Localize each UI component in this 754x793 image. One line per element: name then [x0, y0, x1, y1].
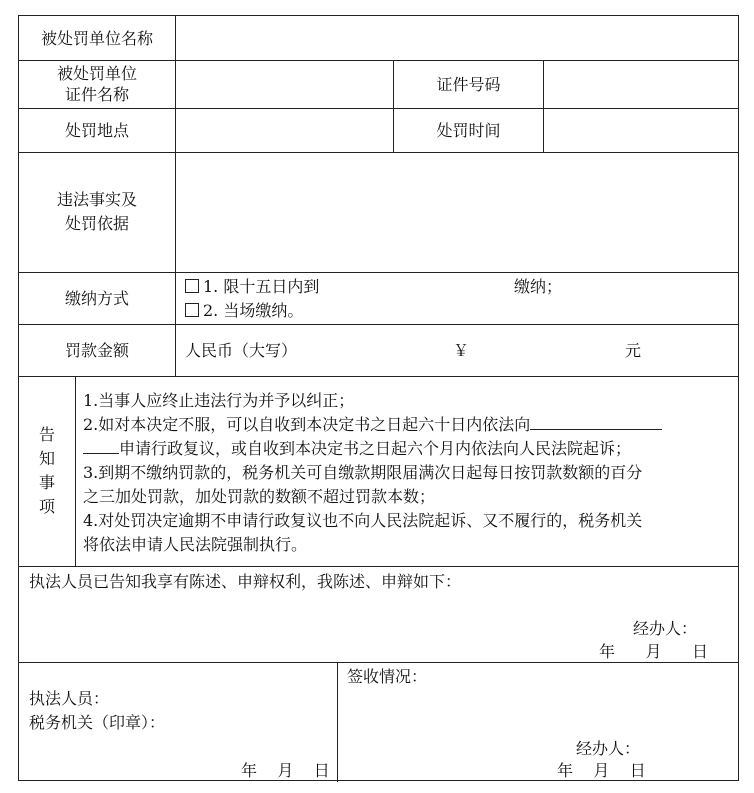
cert-name-label-line2: 证件名称	[64, 85, 129, 104]
statement-handler-label: 经办人：	[633, 619, 698, 638]
row-divider	[19, 376, 738, 377]
officer-label: 执法人员：	[29, 689, 110, 708]
payment-option-2[interactable]	[185, 300, 303, 321]
statement-date: 年 月 日	[599, 642, 709, 661]
payment-option-2-text: 2. 当场缴纳。	[203, 301, 304, 320]
cert-no-field[interactable]	[544, 60, 739, 108]
notice-item-4: 4.对处罚决定逾期不申请行政复议也不向人民法院起诉、又不履行的，税务机关	[83, 511, 643, 530]
notice-item-1: 1.当事人应终止违法行为并予以纠正；	[83, 391, 355, 410]
facts-label	[19, 152, 175, 272]
review-agency-blank[interactable]	[83, 438, 119, 454]
notice-item-2-cont	[83, 437, 662, 461]
notice-label-char: 项	[38, 497, 55, 516]
facts-field[interactable]	[176, 152, 739, 272]
facts-label-line2: 处罚依据	[64, 214, 129, 233]
notice-item-2-text: 2.如对本决定不服，可以自收到本决定书之日起六十日内依法向	[83, 415, 531, 434]
payment-option-1-text: 1. 限十五日内到	[203, 277, 320, 296]
agency-seal-label: 税务机关（印章）：	[29, 713, 166, 732]
cert-no-label: 证件号码	[436, 74, 501, 94]
notice-item-3: 3.到期不缴纳罚款的，税务机关可自缴款期限届满次日起每日按罚款数额的百分	[83, 463, 643, 482]
signature-column-divider	[337, 662, 338, 782]
notice-label-char: 告	[38, 425, 55, 444]
checkbox-icon[interactable]	[185, 303, 199, 317]
notice-item-2	[83, 413, 662, 437]
amount-caps-label: 人民币（大写）	[185, 341, 298, 360]
notice-item-3-cont: 之三加处罚款，加处罚款的数额不超过罚款本数；	[83, 487, 436, 506]
receipt-handler-label: 经办人：	[576, 739, 641, 758]
time-label: 处罚时间	[436, 120, 501, 140]
penalty-decision-form	[18, 15, 739, 781]
checkbox-icon[interactable]	[185, 279, 199, 293]
row-divider	[19, 566, 738, 567]
notice-items	[83, 389, 662, 557]
cert-name-label	[19, 60, 175, 108]
facts-label-line1: 违法事实及	[56, 190, 137, 209]
payment-option-1-suffix: 缴纳；	[514, 277, 563, 296]
notice-label	[19, 376, 75, 566]
unit-name-label: 被处罚单位名称	[40, 28, 153, 48]
notice-label-char: 知	[38, 449, 55, 468]
payment-label: 缴纳方式	[64, 288, 129, 308]
place-label: 处罚地点	[64, 120, 129, 140]
statement-text: 执法人员已告知我享有陈述、申辩权利，我陈述、申辩如下：	[29, 572, 462, 591]
place-field[interactable]	[176, 108, 393, 152]
amount-unit: 元	[625, 341, 642, 360]
notice-item-4-cont: 将依法申请人民法院强制执行。	[83, 535, 308, 554]
review-agency-blank[interactable]	[530, 414, 662, 430]
bottom-right-date: 年 月 日	[557, 761, 646, 780]
unit-name-field[interactable]	[176, 16, 739, 60]
cert-name-label-line1: 被处罚单位	[56, 64, 137, 83]
notice-label-char: 事	[38, 473, 55, 492]
notice-item-2-cont-text: 申请行政复议，或自收到本决定书之日起六个月内依法向人民法院起诉；	[119, 439, 632, 458]
amount-label: 罚款金额	[64, 340, 129, 360]
cert-name-field[interactable]	[176, 60, 393, 108]
payment-option-1[interactable]	[185, 276, 319, 297]
notice-column-divider	[75, 376, 76, 566]
bottom-left-date: 年 月 日	[241, 761, 330, 780]
row-divider	[19, 662, 738, 663]
time-field[interactable]	[544, 108, 739, 152]
amount-symbol: ￥	[453, 341, 470, 360]
receipt-label: 签收情况：	[347, 667, 428, 686]
